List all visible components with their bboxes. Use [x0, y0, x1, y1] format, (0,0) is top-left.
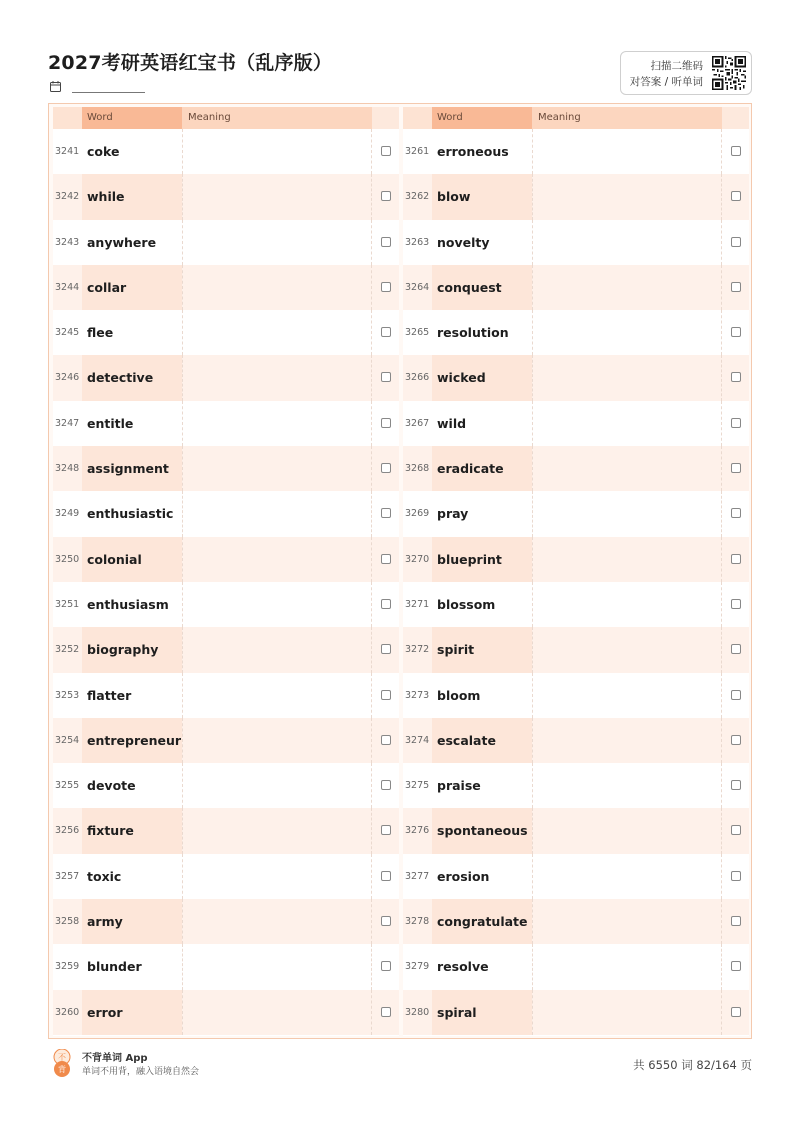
meaning-cell[interactable]: [182, 808, 372, 853]
table-row: [53, 310, 399, 355]
meaning-cell[interactable]: [532, 990, 722, 1035]
table-row: [53, 582, 399, 627]
page-title: 2027考研英语红宝书（乱序版）: [48, 52, 333, 74]
page-info: 共 6550 词 82/164 页: [633, 1058, 752, 1072]
table-row: [403, 582, 749, 627]
table-row: [403, 129, 749, 174]
word-number: 3262: [405, 191, 430, 203]
word-text: blueprint: [437, 551, 502, 567]
checkbox-icon[interactable]: [381, 961, 391, 971]
meaning-cell[interactable]: [182, 899, 372, 944]
meaning-cell[interactable]: [182, 446, 372, 491]
table-row: [53, 763, 399, 808]
word-text: enthusiasm: [87, 596, 169, 612]
vocab-table-frame: [48, 103, 752, 1039]
checkbox-icon[interactable]: [731, 327, 741, 337]
word-text: error: [87, 1004, 123, 1020]
table-row: [403, 537, 749, 582]
word-number: 3244: [55, 281, 80, 293]
left-rows: [53, 129, 399, 1035]
meaning-cell[interactable]: [532, 491, 722, 536]
word-text: blunder: [87, 959, 142, 975]
table-row: [53, 990, 399, 1035]
checkbox-icon[interactable]: [381, 508, 391, 518]
word-text: congratulate: [437, 914, 528, 930]
meaning-cell[interactable]: [182, 401, 372, 446]
meaning-cell[interactable]: [182, 582, 372, 627]
table-row: [53, 446, 399, 491]
word-text: while: [87, 189, 125, 205]
word-number: 3258: [55, 916, 80, 928]
logo-char-top: 不: [58, 1053, 66, 1062]
word-number: 3264: [405, 281, 430, 293]
word-text: spiral: [437, 1004, 477, 1020]
logo-char-bottom: 背: [58, 1065, 66, 1074]
table-row: [403, 944, 749, 989]
checkbox-icon[interactable]: [381, 191, 391, 201]
word-number: 3241: [55, 146, 80, 157]
meaning-cell[interactable]: [182, 174, 372, 219]
checkbox-icon[interactable]: [731, 191, 741, 201]
table-row: [403, 627, 749, 672]
checkbox-icon[interactable]: [381, 1007, 391, 1017]
meaning-cell[interactable]: [182, 355, 372, 400]
checkbox-icon[interactable]: [731, 961, 741, 971]
word-number: 3279: [405, 961, 430, 973]
meaning-cell[interactable]: [182, 854, 372, 899]
checkbox-icon[interactable]: [381, 146, 391, 156]
app-logo-icon: [51, 1049, 73, 1077]
checkbox-icon[interactable]: [731, 825, 741, 835]
table-row: [403, 718, 749, 763]
checkbox-icon[interactable]: [381, 825, 391, 835]
word-number: 3271: [405, 598, 430, 610]
calendar-icon: [50, 81, 61, 92]
word-number: 3247: [55, 417, 80, 429]
table-row: [53, 944, 399, 989]
word-number: 3263: [405, 236, 430, 248]
word-number: 3245: [55, 327, 80, 339]
meaning-cell[interactable]: [532, 401, 722, 446]
date-underline: [72, 92, 145, 93]
word-text: praise: [437, 778, 481, 794]
table-header: [53, 107, 399, 129]
table-row: [403, 446, 749, 491]
checkbox-icon[interactable]: [731, 146, 741, 156]
checkbox-icon[interactable]: [381, 599, 391, 609]
checkbox-icon[interactable]: [381, 871, 391, 881]
checkbox-icon[interactable]: [731, 418, 741, 428]
table-row: [403, 220, 749, 265]
checkbox-icon[interactable]: [731, 508, 741, 518]
word-number: 3242: [55, 191, 80, 203]
header-meaning: Meaning: [182, 107, 372, 129]
qr-box[interactable]: [620, 51, 752, 95]
table-row: [53, 174, 399, 219]
word-text: spontaneous: [437, 823, 528, 839]
word-text: flee: [87, 325, 114, 341]
checkbox-icon[interactable]: [381, 282, 391, 292]
meaning-cell[interactable]: [532, 627, 722, 672]
meaning-cell[interactable]: [532, 808, 722, 853]
table-row: [403, 808, 749, 853]
brand-slogan: 单词不用背，融入语境自然会: [82, 1067, 200, 1077]
word-number: 3266: [405, 372, 430, 384]
meaning-cell[interactable]: [182, 265, 372, 310]
word-number: 3268: [405, 463, 430, 475]
word-number: 3272: [405, 644, 430, 656]
word-number: 3248: [55, 463, 80, 475]
table-row: [53, 718, 399, 763]
meaning-cell[interactable]: [182, 990, 372, 1035]
word-number: 3259: [55, 961, 80, 973]
word-text: collar: [87, 279, 127, 295]
word-text: eradicate: [437, 461, 504, 477]
word-text: devote: [87, 778, 136, 794]
checkbox-icon[interactable]: [731, 644, 741, 654]
word-number: 3277: [405, 870, 430, 882]
header-number-cell: [403, 107, 432, 129]
meaning-cell[interactable]: [532, 944, 722, 989]
meaning-cell[interactable]: [182, 310, 372, 355]
checkbox-icon[interactable]: [731, 871, 741, 881]
word-text: escalate: [437, 732, 496, 748]
table-row: [403, 401, 749, 446]
word-number: 3257: [55, 870, 80, 882]
meaning-cell[interactable]: [532, 129, 722, 174]
meaning-cell[interactable]: [182, 944, 372, 989]
word-text: erosion: [437, 868, 490, 884]
checkbox-icon[interactable]: [381, 735, 391, 745]
checkbox-icon[interactable]: [381, 690, 391, 700]
word-number: 3254: [55, 734, 80, 746]
meaning-cell[interactable]: [532, 673, 722, 718]
word-text: assignment: [87, 461, 169, 477]
meaning-cell[interactable]: [182, 537, 372, 582]
meaning-cell[interactable]: [532, 763, 722, 808]
meaning-cell[interactable]: [532, 899, 722, 944]
checkbox-icon[interactable]: [381, 644, 391, 654]
brand-name: 不背单词 App: [82, 1053, 148, 1064]
table-row: [403, 310, 749, 355]
word-text: spirit: [437, 642, 475, 658]
qr-caption: [630, 58, 703, 90]
table-row: [403, 174, 749, 219]
table-row: [53, 129, 399, 174]
word-number: 3270: [405, 553, 430, 565]
table-row: [53, 808, 399, 853]
word-text: entitle: [87, 415, 134, 431]
checkbox-icon[interactable]: [731, 372, 741, 382]
word-number: 3273: [405, 689, 430, 701]
date-field: [50, 80, 150, 96]
word-number: 3274: [405, 734, 430, 746]
word-number: 3246: [55, 372, 80, 384]
table-row: [53, 491, 399, 536]
word-text: fixture: [87, 823, 134, 839]
word-number: 3269: [405, 508, 430, 520]
table-row: [53, 899, 399, 944]
table-row: [53, 537, 399, 582]
table-row: [53, 355, 399, 400]
checkbox-icon[interactable]: [731, 735, 741, 745]
word-text: wild: [437, 415, 467, 431]
right-rows: [403, 129, 749, 1035]
header-number-cell: [53, 107, 82, 129]
checkbox-icon[interactable]: [381, 237, 391, 247]
word-text: resolution: [437, 325, 509, 341]
word-text: novelty: [437, 234, 490, 250]
meaning-cell[interactable]: [182, 220, 372, 265]
checkbox-icon[interactable]: [731, 554, 741, 564]
checkbox-icon[interactable]: [731, 599, 741, 609]
header-check-cell: [722, 107, 749, 129]
table-row: [53, 220, 399, 265]
word-text: blossom: [437, 596, 496, 612]
word-text: conquest: [437, 279, 502, 295]
checkbox-icon[interactable]: [731, 916, 741, 926]
word-number: 3278: [405, 916, 430, 928]
header-meaning: Meaning: [532, 107, 722, 129]
table-row: [403, 355, 749, 400]
checkbox-icon[interactable]: [731, 463, 741, 473]
checkbox-icon[interactable]: [731, 690, 741, 700]
word-number: 3276: [405, 825, 430, 837]
word-text: entrepreneur: [87, 732, 182, 748]
word-text: erroneous: [437, 144, 509, 159]
meaning-cell[interactable]: [532, 854, 722, 899]
word-text: enthusiastic: [87, 506, 174, 522]
qr-line-2: 对答案 / 听单词: [629, 76, 703, 88]
checkbox-icon[interactable]: [381, 916, 391, 926]
meaning-cell[interactable]: [532, 446, 722, 491]
word-number: 3249: [55, 508, 80, 520]
word-text: resolve: [437, 959, 489, 975]
table-row: [53, 265, 399, 310]
table-row: [403, 265, 749, 310]
meaning-cell[interactable]: [532, 582, 722, 627]
table-row: [403, 673, 749, 718]
meaning-cell[interactable]: [532, 310, 722, 355]
word-text: pray: [437, 506, 469, 522]
table-header: [403, 107, 749, 129]
word-number: 3267: [405, 417, 430, 429]
word-number: 3252: [55, 644, 80, 656]
checkbox-icon[interactable]: [381, 372, 391, 382]
meaning-cell[interactable]: [532, 537, 722, 582]
meaning-cell[interactable]: [532, 174, 722, 219]
checkbox-icon[interactable]: [381, 327, 391, 337]
word-number: 3253: [55, 689, 80, 701]
word-text: blow: [437, 189, 471, 205]
word-number: 3275: [405, 780, 430, 792]
meaning-cell[interactable]: [182, 491, 372, 536]
meaning-cell[interactable]: [182, 673, 372, 718]
word-number: 3256: [55, 825, 80, 837]
table-row: [403, 491, 749, 536]
word-text: flatter: [87, 687, 132, 703]
checkbox-icon[interactable]: [731, 780, 741, 790]
word-text: bloom: [437, 687, 481, 703]
meaning-cell[interactable]: [532, 220, 722, 265]
word-text: biography: [87, 642, 159, 658]
qr-line-1: 扫描二维码: [650, 60, 703, 72]
table-row: [53, 627, 399, 672]
left-panel: [53, 107, 399, 1036]
meaning-cell[interactable]: [182, 627, 372, 672]
word-text: coke: [87, 144, 120, 159]
checkbox-icon[interactable]: [731, 237, 741, 247]
word-number: 3243: [55, 236, 80, 248]
meaning-cell[interactable]: [182, 718, 372, 763]
right-panel: [403, 107, 749, 1036]
word-text: toxic: [87, 868, 122, 884]
table-row: [403, 854, 749, 899]
meaning-cell[interactable]: [182, 763, 372, 808]
word-text: colonial: [87, 551, 142, 567]
checkbox-icon[interactable]: [731, 282, 741, 292]
meaning-cell[interactable]: [532, 355, 722, 400]
word-number: 3280: [405, 1006, 430, 1018]
checkbox-icon[interactable]: [381, 418, 391, 428]
table-row: [403, 899, 749, 944]
word-number: 3260: [55, 1006, 80, 1018]
word-number: 3251: [55, 598, 80, 610]
meaning-cell[interactable]: [532, 265, 722, 310]
header-word: Word: [82, 107, 182, 129]
checkbox-icon[interactable]: [731, 1007, 741, 1017]
word-text: detective: [87, 370, 154, 386]
word-number: 3261: [405, 146, 430, 157]
table-row: [403, 763, 749, 808]
header-word: Word: [432, 107, 532, 129]
checkbox-icon[interactable]: [381, 780, 391, 790]
table-row: [53, 401, 399, 446]
word-number: 3265: [405, 327, 430, 339]
checkbox-icon[interactable]: [381, 463, 391, 473]
table-row: [403, 990, 749, 1035]
word-text: army: [87, 914, 123, 930]
word-number: 3255: [55, 780, 80, 792]
header-check-cell: [372, 107, 399, 129]
qr-code-icon[interactable]: [712, 56, 746, 90]
table-row: [53, 854, 399, 899]
word-text: wicked: [437, 370, 486, 386]
checkbox-icon[interactable]: [381, 554, 391, 564]
table-row: [53, 673, 399, 718]
meaning-cell[interactable]: [532, 718, 722, 763]
word-number: 3250: [55, 553, 80, 565]
meaning-cell[interactable]: [182, 129, 372, 174]
word-text: anywhere: [87, 234, 157, 250]
